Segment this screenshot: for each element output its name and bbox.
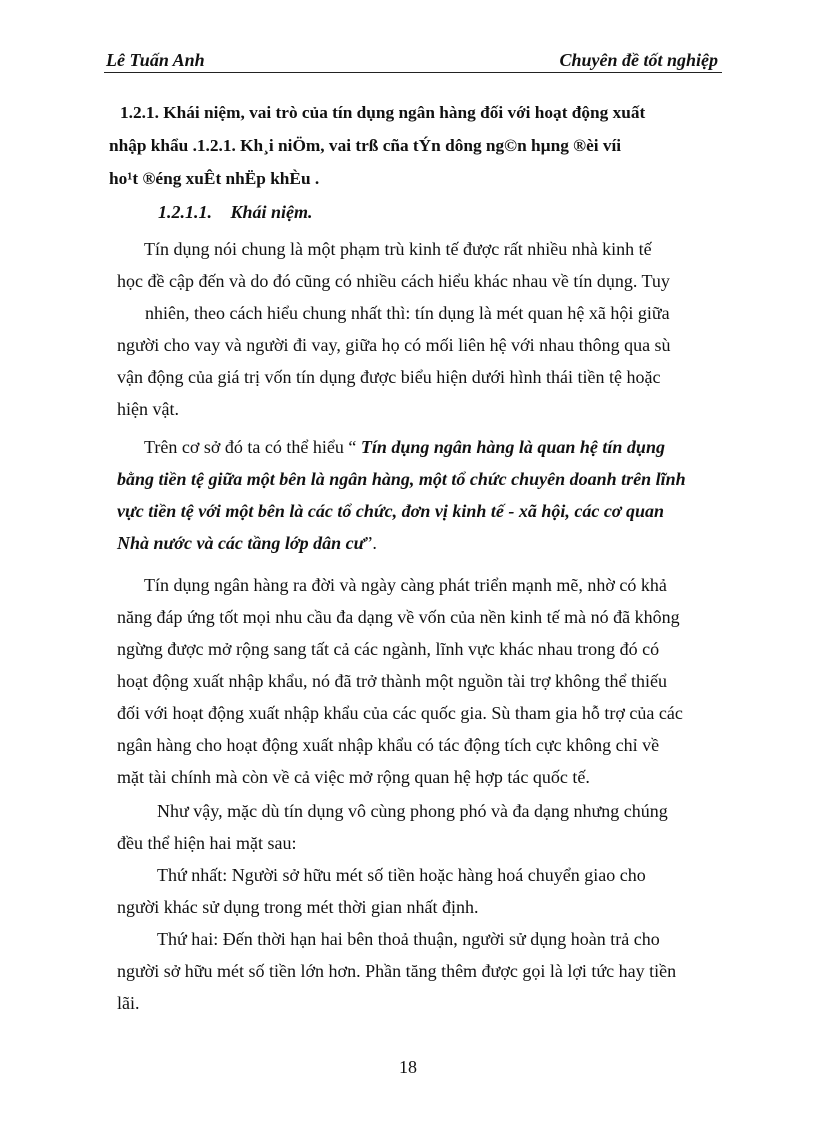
heading-line: ho¹t ®éng xuÊt nhËp khÈu . (109, 169, 320, 188)
heading-line: 1.2.1. Khái niệm, vai trò của tín dụng ngân hàng đối với hoạt động xuất (120, 103, 646, 122)
subsection-title: Khái niệm. (230, 202, 313, 222)
paragraph-bank-credit-definition (117, 431, 721, 559)
quote-text: Tín dụng ngân hàng là quan hệ tín dụng (360, 437, 665, 457)
document-type: Chuyên đề tốt nghiệp (559, 50, 718, 70)
text-line: người khác sử dụng trong mét thời gian nhất định. (117, 897, 479, 917)
text-line: ngân hàng cho hoạt động xuất nhập khẩu có tác động tích cực không chỉ về (117, 735, 660, 755)
text-line: ngừng được mở rộng sang tất cả các ngành, lĩnh vực khác nhau trong đó có (117, 639, 660, 659)
text-line: nhiên, theo cách hiểu chung nhất thì: tín dụng là mét quan hệ xã hội giữa (145, 303, 670, 323)
text-line: người cho vay và người đi vay, giữa họ có mối liên hệ với nhau thông qua sù (117, 335, 671, 355)
subsection-number: 1.2.1.1. (158, 202, 212, 222)
text-line: Như vậy, mặc dù tín dụng vô cùng phong phó và đa dạng nhưng chúng (157, 801, 668, 821)
author-name: Lê Tuấn Anh (106, 50, 205, 70)
paragraph-two-aspects (117, 795, 721, 859)
text-line: đều thể hiện hai mặt sau: (117, 833, 297, 853)
quote-text: Nhà nước và các tầng lớp dân cư (117, 533, 365, 553)
text-line: vận động của giá trị vốn tín dụng được biểu hiện dưới hình thái tiền tệ hoặc (117, 367, 661, 387)
page-header (104, 48, 722, 73)
heading-line: nhập khẩu .1.2.1. Kh¸i niÖm, vai trß cña tÝn dông ng©n hµng ®èi víi (109, 136, 622, 155)
text-line: lãi. (117, 993, 140, 1013)
quote-closing: ”. (364, 533, 377, 553)
text-line: năng đáp ứng tốt mọi nhu cầu đa dạng về vốn của nền kinh tế mà nó đã không (117, 607, 680, 627)
quote-text: bằng tiền tệ giữa một bên là ngân hàng, một tổ chức chuyên doanh trên lĩnh (117, 469, 686, 489)
text-line: hoạt động xuất nhập khẩu, nó đã trở thành một nguồn tài trợ không thể thiếu (117, 671, 667, 691)
text-line: đối với hoạt động xuất nhập khẩu của các quốc gia. Sù tham gia hỗ trợ của các (117, 703, 683, 723)
paragraph-definition (117, 233, 721, 425)
text-line: Tín dụng ngân hàng ra đời và ngày càng phát triển mạnh mẽ, nhờ có khả (144, 575, 667, 595)
text-line: mặt tài chính mà còn về cả việc mở rộng quan hệ hợp tác quốc tế. (117, 767, 590, 787)
paragraph-bank-credit-development (117, 569, 721, 793)
text-line (117, 527, 721, 559)
text-line (117, 431, 721, 463)
quote-text: vực tiền tệ với một bên là các tổ chức, đơn vị kinh tế - xã hội, các cơ quan (117, 501, 664, 521)
text-line: Thứ hai: Đến thời hạn hai bên thoả thuận, người sử dụng hoàn trả cho (157, 929, 660, 949)
paragraph-first-aspect (117, 859, 721, 923)
subsection-heading (158, 202, 313, 223)
quote-intro: Trên cơ sở đó ta có thể hiểu “ (144, 437, 361, 457)
section-heading (109, 96, 724, 195)
text-line: Tín dụng nói chung là một phạm trù kinh tế được rất nhiều nhà kinh tế (144, 239, 652, 259)
paragraph-second-aspect (117, 923, 721, 1019)
text-line: hiện vật. (117, 399, 179, 419)
text-line: học đề cập đến và do đó cũng có nhiều cách hiểu khác nhau về tín dụng. Tuy (117, 271, 670, 291)
text-line: người sở hữu mét số tiền lớn hơn. Phần tăng thêm được gọi là lợi tức hay tiền (117, 961, 677, 981)
text-line: Thứ nhất: Người sở hữu mét số tiền hoặc hàng hoá chuyển giao cho (157, 865, 646, 885)
page-number: 18 (399, 1057, 417, 1077)
